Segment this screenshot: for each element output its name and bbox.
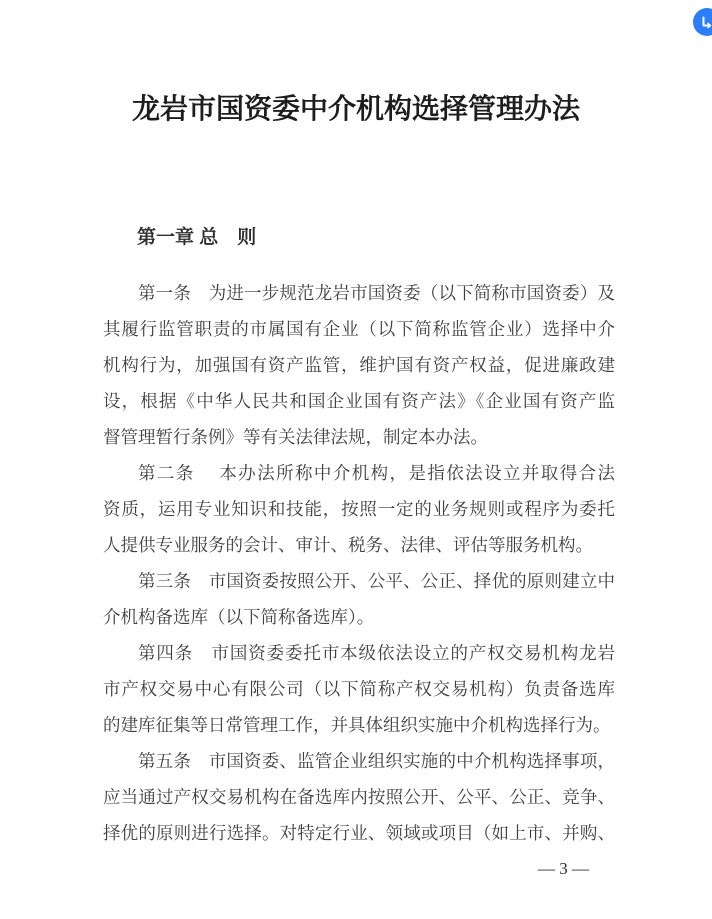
paragraph-line: 其履行监管职责的市属国有企业（以下简称监管企业）选择中介: [103, 319, 615, 339]
paragraph-line: 市产权交易中心有限公司（以下简称产权交易机构）负责备选库: [103, 679, 615, 699]
paragraph-line: 介机构备选库（以下简称备选库）。: [103, 607, 375, 627]
paragraph-line: 督管理暂行条例》等有关法律法规，制定本办法。: [103, 427, 488, 447]
paragraph-line: 第三条 市国资委按照公开、公平、公正、择优的原则建立中: [138, 571, 615, 591]
document-body: [103, 275, 615, 851]
paragraph-line: 机构行为，加强国有资产监管，维护国有资产权益，促进廉政建: [103, 355, 615, 375]
floating-tool-button[interactable]: [693, 8, 712, 36]
paragraph-line: 第四条 市国资委委托市本级依法设立的产权交易机构龙岩: [138, 643, 615, 663]
screenshot-tool-icon: [700, 15, 712, 29]
paragraph-line: 第五条 市国资委、监管企业组织实施的中介机构选择事项，: [138, 751, 615, 771]
chapter-heading: 第一章 总 则: [137, 227, 257, 248]
document-title: 龙岩市国资委中介机构选择管理办法: [131, 94, 580, 125]
paragraph-line: 的建库征集等日常管理工作，并具体组织实施中介机构选择行为。: [103, 715, 611, 735]
paragraph-line: 第一条 为进一步规范龙岩市国资委（以下简称市国资委）及: [138, 283, 615, 303]
paragraph-line: 应当通过产权交易机构在备选库内按照公开、公平、公正、竞争、: [103, 787, 615, 807]
paragraph-line: 设，根据《中华人民共和国企业国有资产法》《企业国有资产监: [103, 391, 615, 411]
paragraph-line: 择优的原则进行选择。对特定行业、领域或项目（如上市、并购、: [103, 823, 615, 843]
paragraph-line: 第二条 本办法所称中介机构，是指依法设立并取得合法: [138, 463, 615, 483]
paragraph-line: 资质，运用专业知识和技能，按照一定的业务规则或程序为委托: [103, 499, 615, 519]
paragraph-line: 人提供专业服务的会计、审计、税务、法律、评估等服务机构。: [103, 535, 593, 555]
page-number: — 3 —: [538, 859, 589, 878]
